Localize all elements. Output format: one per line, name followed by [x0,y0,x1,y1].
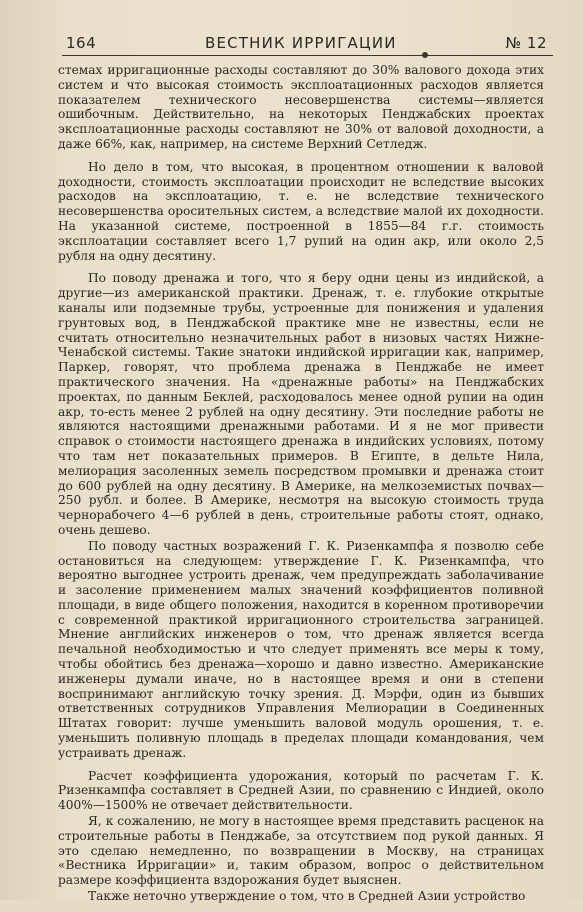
paragraph: Расчет коэффициента удорожания, который по расчетам Г. К. Ризенкампфа составляет в Средней Азии, по сравнению с Индией, около 400%—1500% не отвечает действительности. [58,768,544,813]
header-rule-mark [422,52,428,58]
article-body [58,63,544,912]
page-header [66,30,547,52]
paragraph: Но дело в том, что высокая, в процентном отношении к валовой доходности, стоимость эксплоатации происходит не вследствие высоких расходов на эксплоатацию, т. е. не вследствие технического несовершенства оросительных систем, а вследствие малой их доходности. На указанной системе, построенной в 1855—84 г.г. стоимость эксплоатации составляет всего 1,7 рупий на один акр, или около 2,5 рубля на одну десятину. [58,159,544,263]
paragraph: Также неточно утверждение о том, что в Средней Азии устройство [88,889,526,904]
header-rule [62,55,553,56]
journal-title: ВЕСТНИК ИРРИГАЦИИ [204,34,397,52]
paragraph: Я, к сожалению, не могу в настоящее время представить расценок на строительные работы в Пенджабе, за отсутствием под рукой данных. Я это сделаю немедленно, по возвращении в Москву, на страницах «Вестника Ирригации» и, таким образом, вопрос о действительном размере коэффициента вздорожания будет выяснен. [58,814,544,888]
page-number: 164 [66,34,97,52]
paragraph: По поводу частных возражений Г. К. Ризенкампфа я позволю себе остановиться на следующем: утверждение Г. К. Ризенкампфа, что вероятно выгоднее устроить дренаж, чем предупреждать заболачивание и засоление применением малых значений коэффициентов поливной площади, в виде общего положения, находится в коренном противоречии с современной практикой ирригационного строительства заграницей. Мнение английских инженеров о том, что дренаж является всегда печальной необходимостью и что следует применять все меры к тому, чтобы обойтись без дренажа—хорошо и давно известно. Американские инженеры думали иначе, но в настоящее время и они в степени воспринимают английскую точку зрения. Д. Мэрфи, один из бывших ответственных сотрудников Управления Мелиорации в Соединенных Штатах говорит: лучше уменьшить валовой модуль орошения, т. е. уменьшить поливную площадь в пределах площади командования, чем устраивать дренаж. [58,538,544,760]
paragraph: По поводу дренажа и того, что я беру одни цены из индийской, а другие—из американской практики. Дренаж, т. е. глубокие открытые каналы или подземные трубы, устроенные для понижения и удаления грунтовых вод, в Пенджабской практике мне не известны, если не считать относительно незначительных работ в низовых частях Нижне-Ченабской системы. Такие знатоки индийской ирригации как, например, Паркер, говорят, что проблема дренажа в Пенджабе не имеет практического значения. На «дренажные работы» на Пенджабских проектах, по данным Беклей, расходовалось менее одной рупии на один акр, то-есть менее 2 рублей на одну десятину. Эти последние работы не являются настоящими дренажными работами. И я не мог привести справок о стоимости настоящего дренажа в индийских условиях, потому что там нет показательных примеров. В Египте, в дельте Нила, мелиорация засоленных земель посредством промывки и дренажа стоит до 600 рублей на одну десятину. В Америке, на мелкоземистых почвах—250 рубл. и более. В Америке, несмотря на высокую стоимость труда чернорабочего 4—6 рублей в день, строительные работы стоят, однако, очень дешево. [58,271,544,537]
issue-number: № 12 [505,34,547,52]
paragraph: стемах ирригационные расходы составляют до 30% валового дохода этих систем и что высокая стоимость эксплоатационных расходов является показателем технического несовершенства системы—является ошибочным. Действительно, на некоторых Пенджабских проектах эксплоатационные расходы составляют не 30% от валовой доходности, а даже 66%, как, например, на системе Верхний Сетледж. [58,63,544,151]
